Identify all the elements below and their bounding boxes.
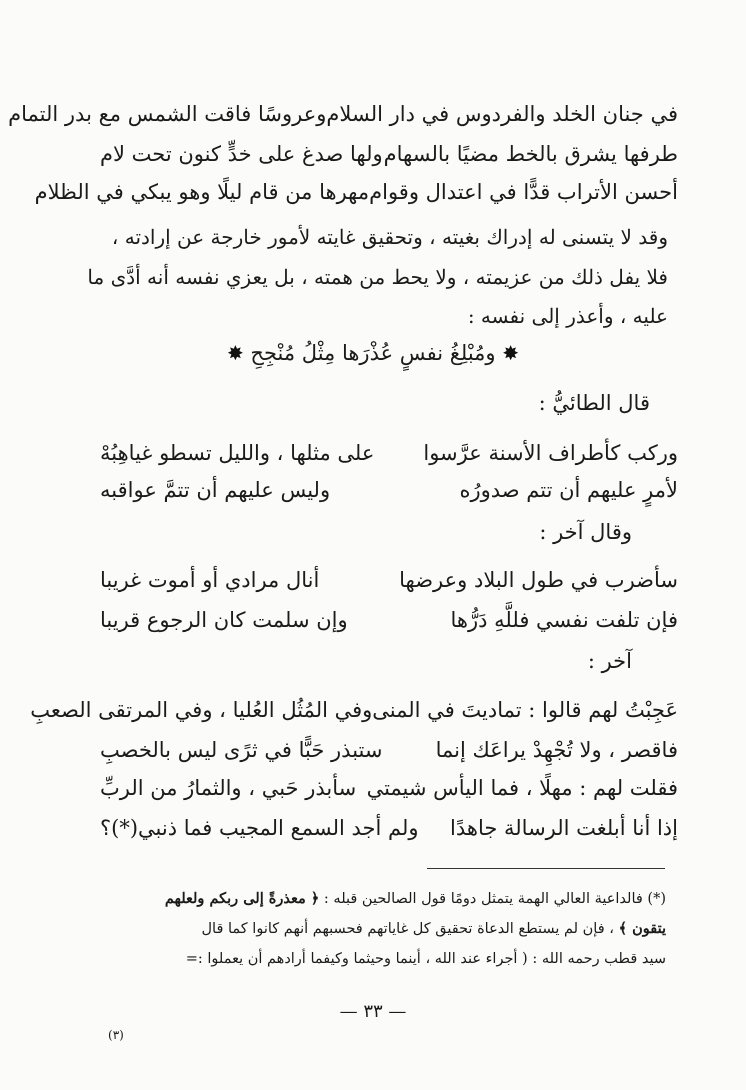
page-number: — ٣٣ — — [339, 1001, 407, 1022]
prose-line: عليه ، وأعذر إلى نفسه : — [467, 304, 668, 328]
verse-first-hemistich: فإن تلفت نفسي فللَّهِ دَرُّها — [450, 608, 678, 632]
verse-line — [30, 690, 678, 730]
verse-first-hemistich: فقلت لهم : مهلًا ، فما اليأس شيمتي — [366, 776, 678, 800]
verse-first-hemistich: في جنان الخلد والفردوس في دار السلام — [326, 102, 678, 126]
footnote-line: سيد قطب رحمه الله : ( أجراء عند الله ، أينما وحيثما وكيفما أرادهم أن يعملوا := — [185, 951, 666, 967]
verse-second-hemistich: وفي المُثُل العُليا ، وفي المرتقى الصعبِ — [30, 698, 373, 722]
section-label: قال الطائيُّ : — [538, 391, 650, 415]
star-ornament-icon: ✸ — [226, 341, 244, 365]
verse-second-hemistich: مهرها من قام ليلًا وهو يبكي في الظلام — [34, 180, 370, 204]
prose-line: وقد لا يتسنى له إدراك بغيته ، وتحقيق غايته لأمور خارجة عن إرادته ، — [111, 225, 668, 249]
verse-second-hemistich: ولم أجد السمع المجيب فما ذنبي(*)؟ — [100, 816, 419, 840]
verse-line — [100, 730, 678, 770]
verse-second-hemistich: وعروسًا فاقت الشمس مع بدر التمام — [8, 102, 327, 126]
verse-second-hemistich: ولها صدغ على خدٍّ كنون تحت لام — [100, 142, 383, 166]
quran-quote: ﴿ معذرةً إلى ربكم ولعلهم — [164, 890, 320, 907]
verse-second-hemistich: وليس عليهم أن تتمَّ عواقبه — [100, 478, 331, 502]
footnote-text: ، فإن لم يستطع الدعاة تحقيق كل غاياتهم فحسبهم أنهم كانوا كما قال — [201, 921, 614, 937]
quran-quote-end: يتقون ﴾ — [618, 920, 666, 937]
star-ornament-icon: ✸ — [502, 341, 520, 365]
verse-first-hemistich: طرفها يشرق بالخط مضيًا بالسهام — [383, 142, 678, 166]
verse-first-hemistich: إذا أنا أبلغت الرسالة جاهدًا — [450, 816, 678, 840]
verse-second-hemistich: وإن سلمت كان الرجوع قريبا — [100, 608, 348, 632]
verse-first-hemistich: عَجِبْتُ لهم قالوا : تماديتَ في المنى — [372, 698, 678, 722]
verse-line — [34, 172, 678, 212]
quote-text: ومُبْلِغُ نفسٍ عُذْرَها مِثْلُ مُنْجِحِ — [250, 341, 496, 365]
verse-first-hemistich: فاقصر ، ولا تُجْهِدْ يراعَك إنما — [435, 738, 678, 762]
verse-line — [100, 808, 678, 848]
verse-second-hemistich: سأبذر حَبي ، والثمارُ من الربِّ — [100, 776, 357, 800]
quoted-hemistich — [0, 333, 746, 373]
verse-line — [100, 600, 678, 640]
footnote-line — [84, 914, 666, 944]
verse-second-hemistich: أنال مرادي أو أموت غريبا — [100, 568, 320, 592]
footnote-divider — [427, 868, 665, 869]
verse-first-hemistich: سأضرب في طول البلاد وعرضها — [399, 568, 678, 592]
verse-line — [100, 433, 678, 473]
verse-line — [100, 470, 678, 510]
prose-line: فلا يفل ذلك من عزيمته ، ولا يحط من همته ، بل يعزي نفسه أنه أدَّى ما — [87, 265, 668, 289]
verse-second-hemistich: على مثلها ، والليل تسطو غياهِبُهْ — [100, 441, 375, 465]
section-label: آخر : — [587, 649, 632, 673]
verse-first-hemistich: وركب كأطراف الأسنة عرَّسوا — [423, 441, 678, 465]
verse-line — [100, 134, 678, 174]
verse-line — [8, 94, 678, 134]
verse-first-hemistich: لأمرٍ عليهم أن تتم صدورُه — [459, 478, 678, 502]
section-label: وقال آخر : — [539, 520, 632, 544]
footnote-lead: فالداعية العالي الهمة يتمثل دومًا قول الصالحين قبله : — [323, 891, 643, 907]
verse-second-hemistich: ستبذر حَبًّا في ثرًى ليس بالخصبِ — [100, 738, 383, 762]
verse-line — [100, 768, 678, 808]
signature-mark: (٣) — [108, 1028, 124, 1042]
footnote-line — [84, 884, 666, 914]
footnote-marker: (*) — [647, 891, 666, 907]
verse-first-hemistich: أحسن الأتراب قدًّا في اعتدال وقوام — [369, 180, 678, 204]
verse-line — [100, 560, 678, 600]
